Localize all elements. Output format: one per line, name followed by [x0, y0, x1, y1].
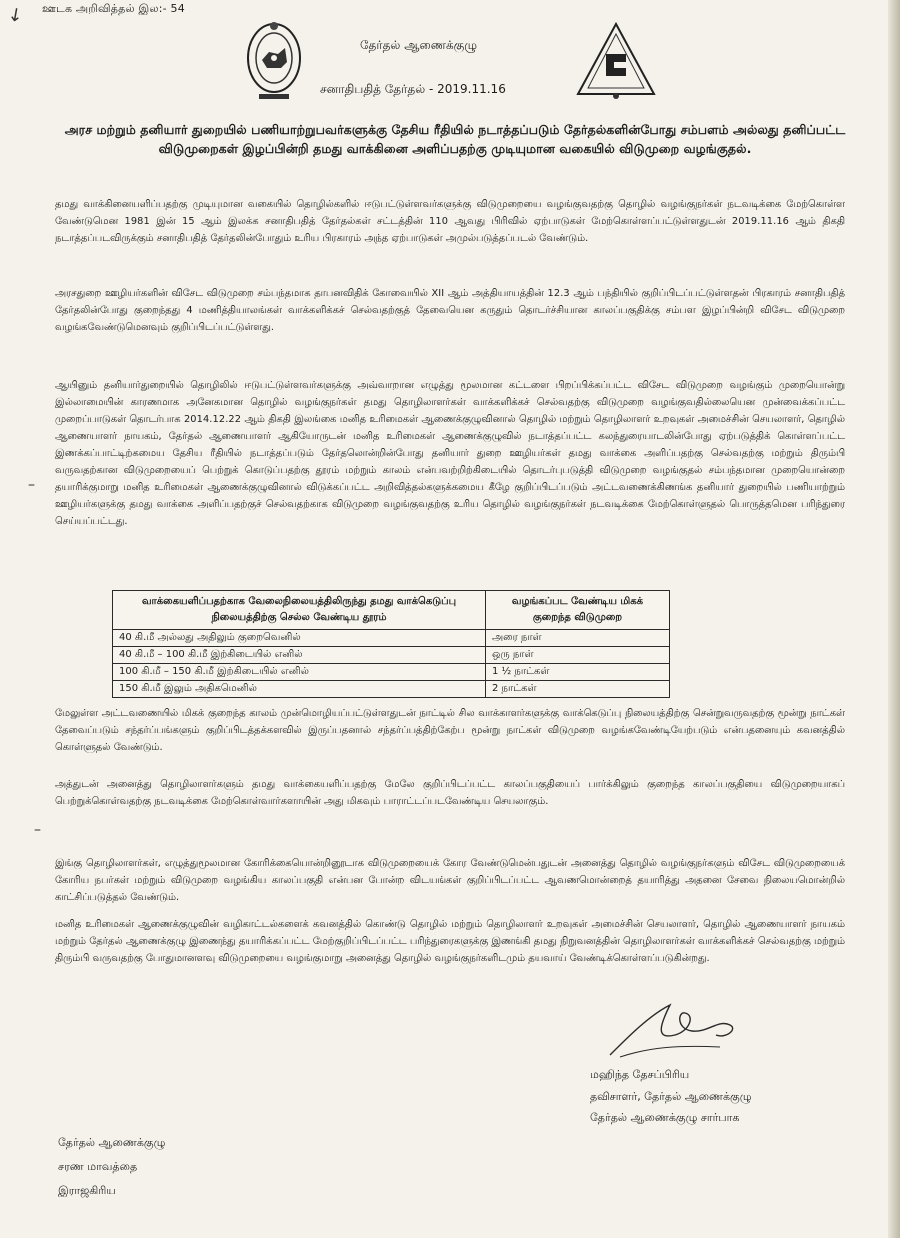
paragraph-shorter-leave: அத்துடன் அனைத்து தொழிலாளர்களும் தமது வாக்கையளிப்பதற்கு மேலே குறிப்பிடப்பட்ட காலப்பகுதியைப் பார்க்கிலும் குறைந்த காலப்பகுதியை விடுமுறையாகப் பெற்றுக்கொள்வதற்கு நடவடிக்கை மேற்கொள்வார்களாயின் அது மிகவும் பாராட்டப்படவேண்டிய செயலாகும். [55, 779, 845, 807]
leave-distance-table [112, 590, 670, 698]
notice-number: ஊடக அறிவித்தல் இல:- 54 [42, 2, 185, 15]
organisation-name: தேர்தல் ஆணைக்குழு [360, 38, 478, 52]
signatory-name: மஹிந்த தேசப்பிரிய [590, 1068, 690, 1081]
leave-cell: 2 நாட்கள் [486, 681, 670, 698]
signatory-title: தவிசாளர், தேர்தல் ஆணைக்குழு [590, 1090, 752, 1103]
paragraph-request-to-employers: மனித உரிமைகள் ஆணைக்குழுவின் வழிகாட்டல்களைக் கவனத்தில் கொண்டு தொழில் மற்றும் தொழிலாளர் உறவுகள் அமைச்சின் செயலாளர், தொழில் ஆணையாளர் நாயகம் மற்றும் தேர்தல் ஆணைக்குழு இணைந்து தயாரிக்கப்பட்ட மேற்குறிப்பிடப்பட்ட பரிந்துரைகளுக்கு இணங்கி தமது நிறுவனத்தின் தொழிலாளர்கள் வாக்களிக்கச் செல்வதற்கு மற்றும் திரும்பி வருவதற்கு போதுமானளவு விடுமுறையை வழங்குமாறு அனைத்து தொழில் வழங்குநர்களிடமும் தயவாய் வேண்டிக்கொள்ளப்படுகின்றது. [55, 919, 845, 964]
column-header-leave: வழங்கப்பட வேண்டிய மிகக் குறைந்த விடுமுறை [486, 591, 670, 630]
leave-cell: அரை நாள் [486, 630, 670, 647]
leave-cell: 1 ½ நாட்கள் [486, 664, 670, 681]
corner-arrow-mark: ↙ [3, 1, 28, 28]
election-line: சனாதிபதித் தேர்தல் - 2019.11.16 [320, 82, 506, 96]
distance-cell: 150 கி.மீ இலும் அதிகமெனில் [113, 681, 486, 698]
distance-cell: 40 கி.மீ அல்லது அதிலும் குறைவெனில் [113, 630, 486, 647]
paragraph-three-days: மேலுள்ள அட்டவணையில் மிகக் குறைந்த காலம் முன்மொழியப்பட்டுள்ளதுடன் நாட்டில் சில வாக்காளர்களுக்கு வாக்கெடுப்பு நிலையத்திற்கு சென்றுவருவதற்கு மூன்று நாட்கள் தேவைப்படும் சந்தர்ப்பங்களும் குறிப்பிடத்தக்களவில் இருப்பதனால் சந்தர்ப்பத்திற்கேற்ப மூன்று நாட்கள் விடுமுறை வழங்கவேண்டியேற்படும் என்பதனையும் கவனத்தில் கொள்ளுதல் வேண்டும். [55, 708, 845, 753]
column-header-distance: வாக்கையளிப்பதற்காக வேலைநிலையத்திலிருந்து தமது வாக்கெடுப்பு நிலையத்திற்கு செல்ல வேண்டிய தூரம் [113, 591, 486, 630]
margin-mark: – [34, 822, 41, 838]
paragraph-private-sector: ஆயினும் தனியார்துறையில் தொழிலில் ஈடுபட்டுள்ளவர்களுக்கு அவ்வாறான எழுத்து மூலமான கட்டளை பிறப்பிக்கப்பட்ட விசேட விடுமுறை வழங்கும் முறையொன்று இல்லாமையின் காரணமாக அனேகமான தொழில் வழங்குநர்கள் தமது தொழிலாளர்கள் வாக்களிக்கச் செல்வதற்கு விடுமுறை வழங்குவதில்லையென முன்வைக்கப்பட்ட முறைப்பாடுகள் தொடர்பாக 2014.12.22 ஆம் திகதி இலங்கை மனித உரிமைகள் ஆணைக்குழுவினால் தொழில் மற்றும் தொழிலாளர் உறவுகள் அமைச்சின் செயலாளர், தொழில் ஆணையாளர் நாயகம், தேர்தல் ஆணையாளர் ஆகியோருடன் மனித உரிமைகள் ஆணைக்குழுவில் நடாத்தப்பட்ட கலந்துரையாடலின்போது ஏற்படுத்திக் கொள்ளப்பட்ட இணக்கப்பாட்டிற்கமைய தேசிய ரீதியில் நடாத்தப்படும் தேர்தலொன்றின்போது தனியார் துறை ஊழியர்கள் தமது வாக்கை அளிப்பதற்கு செல்வதற்கு மற்றும் திரும்பி வருவதற்கான விடுமுறையைப் பெற்றுக் கொடுப்பதற்கு தூரம் மற்றும் காலம் என்பவற்றிற்கிடையில் தொடர்புபடுத்தி விடுமுறை வழங்குதல் சம்பந்தமான முறையொன்றை தயாரிக்குமாறு மனித உரிமைகள் ஆணைக்குழுவினால் விடுக்கப்பட்ட அறிவித்தல்களுக்கமைய கீழே குறிப்பிடப்படும் அட்டவணைக்கிணங்க தனியார் துறையில் பணியாற்றும் ஊழியர்களுக்கு தமது வாக்கை அளிப்பதற்குச் செல்வதற்காக விடுமுறை வழங்குவதற்கு உரிய தொழில் வழங்குநர்கள் நடவடிக்கை மேற்கொள்ளுதல் பொருத்தமென பரிந்துரை செய்யப்பட்டது. [55, 380, 845, 527]
distance-cell: 100 கி.மீ – 150 கி.மீ இற்கிடையில் எனில் [113, 664, 486, 681]
address-line-1: தேர்தல் ஆணைக்குழு [58, 1136, 166, 1149]
distance-cell: 40 கி.மீ – 100 கி.மீ இற்கிடையில் எனில் [113, 647, 486, 664]
state-emblem-icon [245, 18, 303, 106]
signatory-on-behalf: தேர்தல் ஆணைக்குழு சார்பாக [590, 1111, 740, 1124]
paragraph-public-sector: அரசதுறை ஊழியர்களின் விசேட விடுமுறை சம்பந்தமாக தாபனவிதிக் கோவையில் XII ஆம் அத்தியாயத்தின் 12.3 ஆம் பந்தியில் குறிப்பிடப்பட்டுள்ளதன் பிரகாரம் சனாதிபதித் தேர்தலின்போது குறைந்தது 4 மணித்தியாலங்கள் வாக்களிக்கச் செல்வதற்குத் தேவையென கருதும் தொடர்ச்சியான காலப்பகுதிக்கு சம்பள இழப்பின்றி விசேட விடுமுறை வழங்கவேண்டுமெனவும் குறிப்பிடப்பட்டுள்ளது. [55, 288, 845, 333]
address-line-3: இராஜகிரிய [58, 1184, 116, 1197]
table-row [113, 647, 670, 664]
table-row [113, 630, 670, 647]
paragraph-written-request: இங்கு தொழிலாளர்கள், எழுத்துமூலமான கோரிக்கையொன்றினூடாக விடுமுறையைக் கோர வேண்டுமென்பதுடன் அனைத்து தொழில் வழங்குநர்களும் விசேட விடுமுறையைக் கோரிய நபர்கள் மற்றும் விடுமுறை வழங்கிய காலப்பகுதி என்பன போன்ற விடயங்கள் குறிப்பிடப்பட்ட ஆவணமொன்றைத் தயாரித்து அதனை சேவை நிலையமொன்றில் காட்சிப்படுத்தல் வேண்டும். [55, 858, 845, 903]
subject-heading: அரச மற்றும் தனியார் துறையில் பணியாற்றுபவர்களுக்கு தேசிய ரீதியில் நடாத்தப்படும் தேர்தல்களின்போது சம்பளம் அல்லது தனிப்பட்ட விடுமுறைகள் இழப்பின்றி தமது வாக்கினை அளிப்பதற்கு முடியுமான வகையில் விடுமுறை வழங்குதல். [64, 122, 846, 156]
table-header-row [113, 591, 670, 630]
page-edge-shadow [888, 0, 900, 1238]
table-row [113, 664, 670, 681]
table-row [113, 681, 670, 698]
paragraph-legal-provision: தமது வாக்கினையளிப்பதற்கு முடியுமான வகையில் தொழில்களில் ஈடுபட்டுள்ளவர்களுக்கு விடுமுறையை வழங்குவதற்கு தொழில் வழங்குநர்கள் நடவடிக்கை மேற்கொள்ள வேண்டுமென 1981 இன் 15 ஆம் இலக்க சனாதிபதித் தேர்தல்கள் சட்டத்தின் 110 ஆவது பிரிவில் ஏற்பாடுகள் மேற்கொள்ளப்பட்டுள்ளதுடன் 2019.11.16 ஆம் திகதி நடாத்தப்படவிருக்கும் சனாதிபதித் தேர்தலின்போதும் உரிய பிரகாரம் அந்த ஏற்பாடுகள் அமுல்படுத்தப்படல் வேண்டும். [55, 199, 845, 244]
election-commission-logo-icon [574, 20, 658, 100]
margin-mark: – [28, 477, 35, 493]
handwritten-signature [600, 995, 750, 1065]
address-line-2: சரண மாவத்தை [58, 1160, 138, 1173]
leave-cell: ஒரு நாள் [486, 647, 670, 664]
